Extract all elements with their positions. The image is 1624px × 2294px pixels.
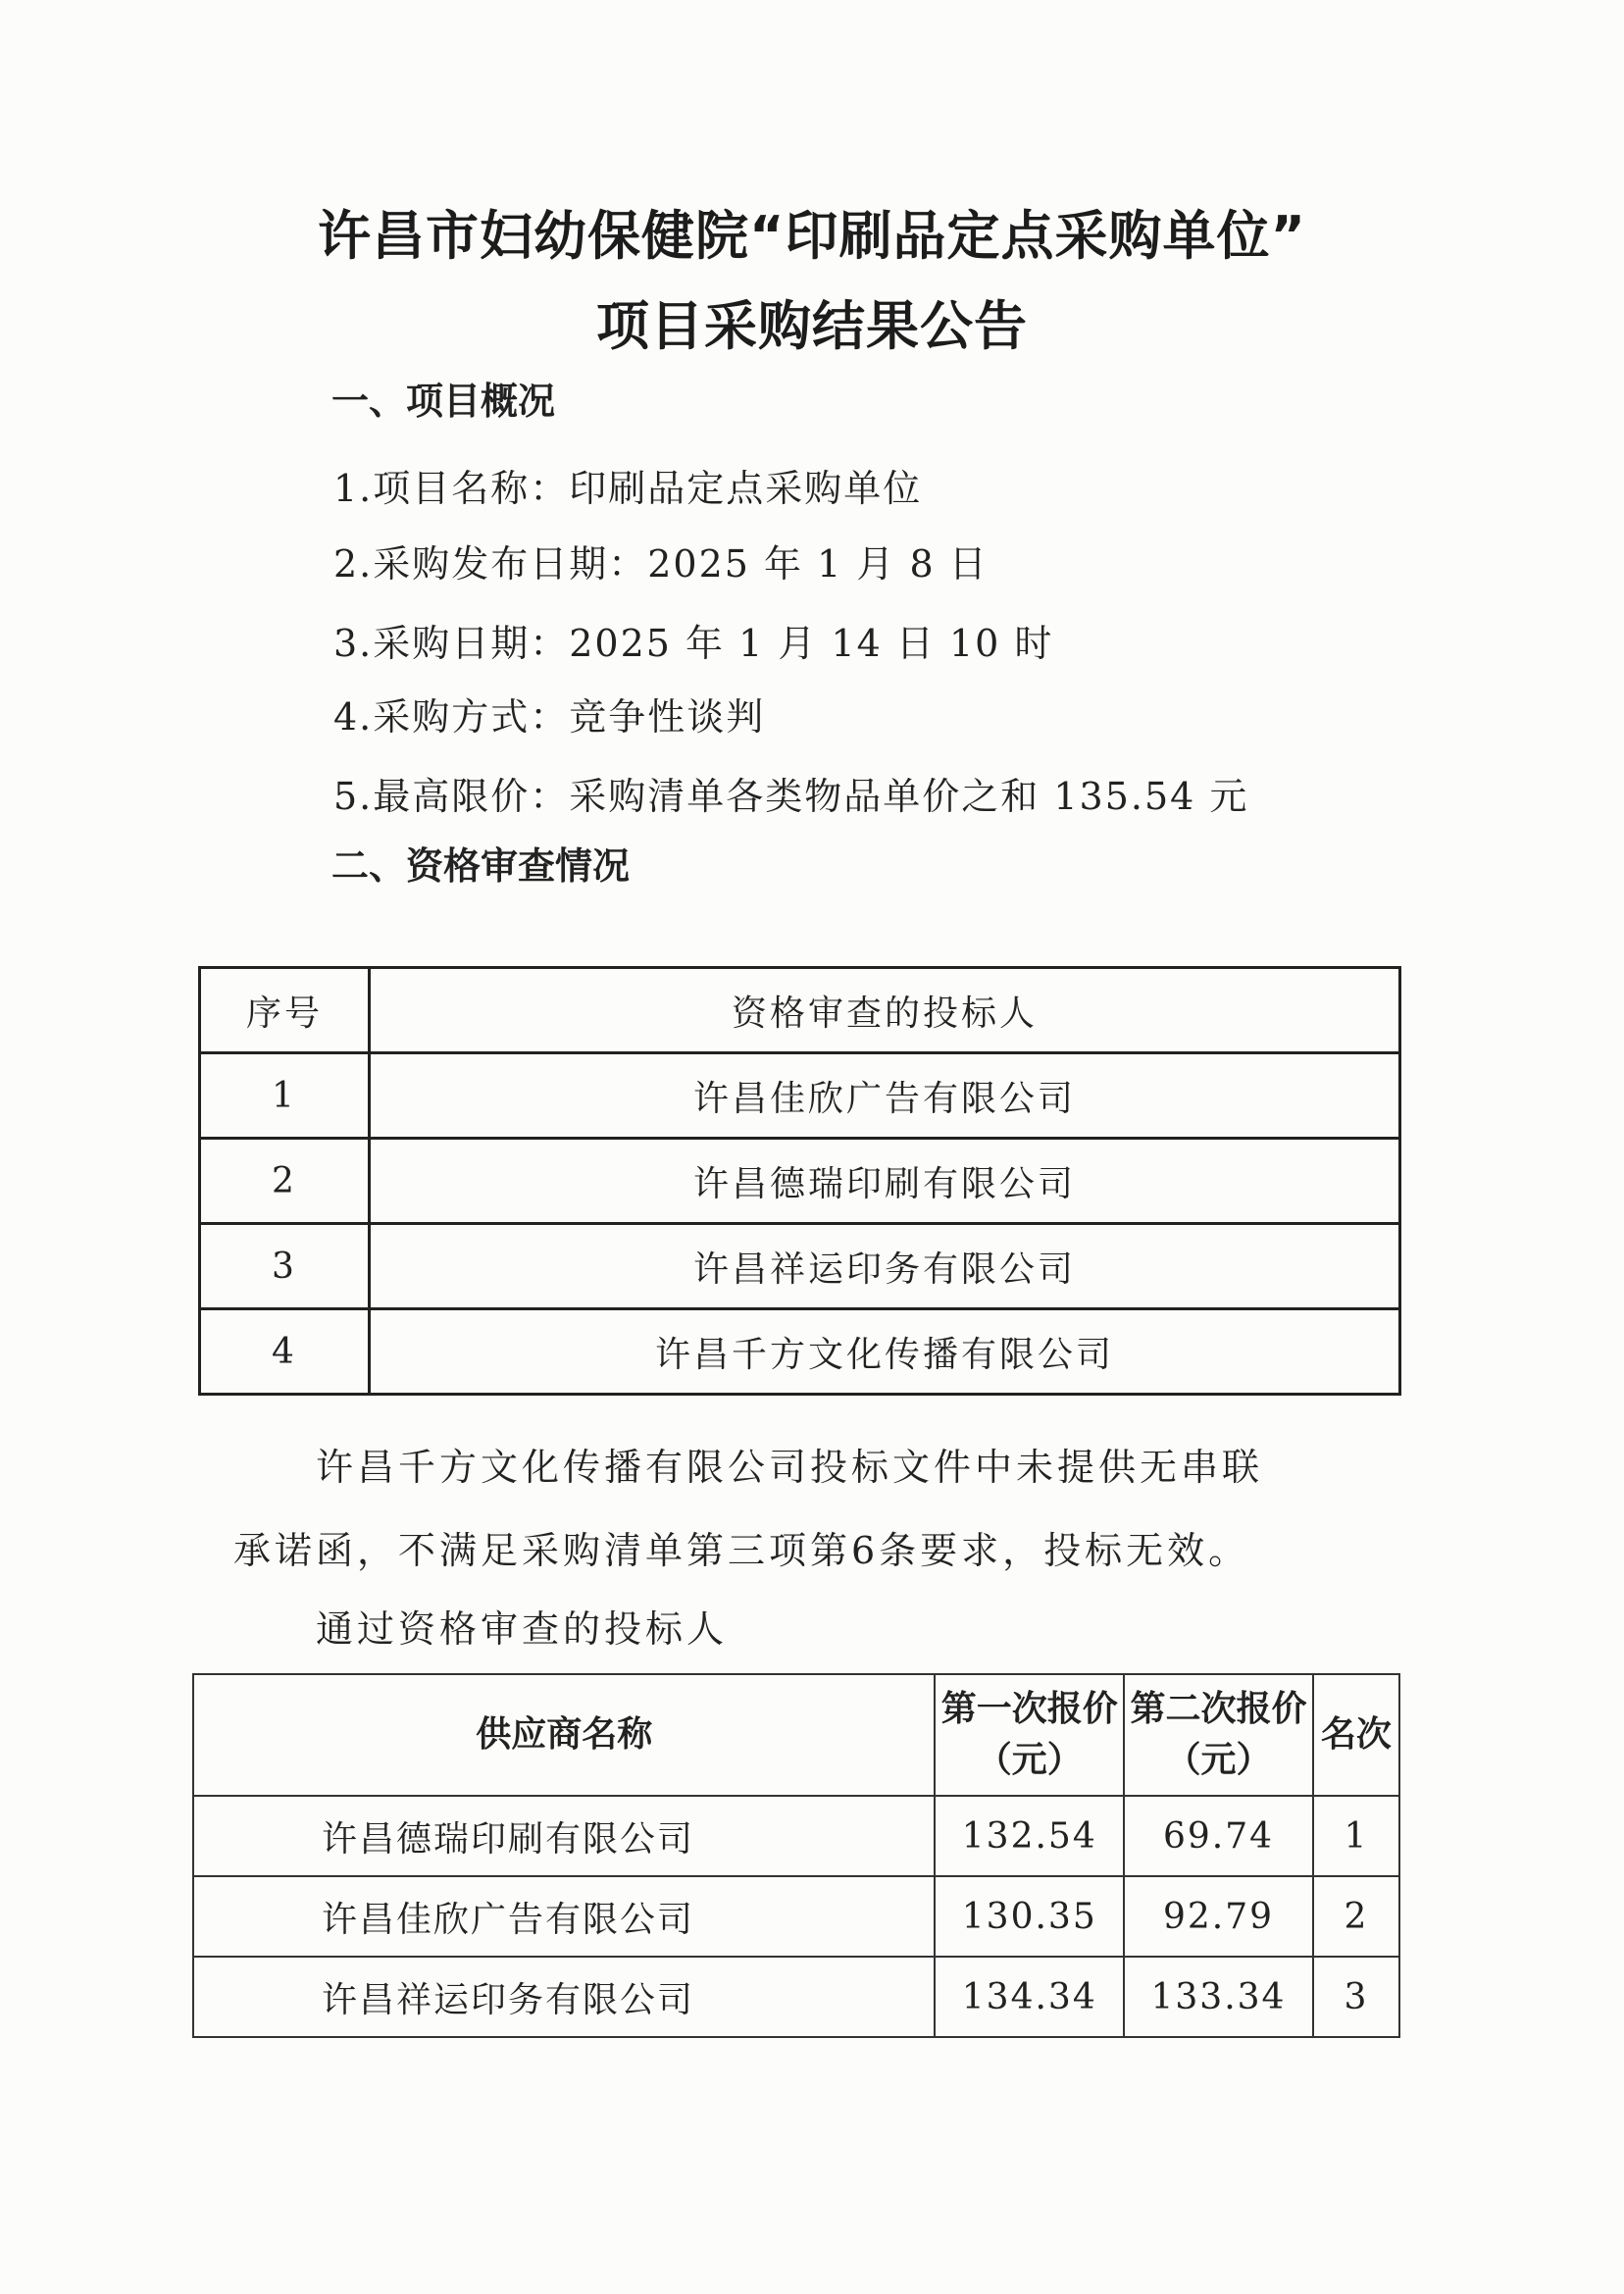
second-quote: 69.74 bbox=[1124, 1796, 1313, 1876]
first-quote: 132.54 bbox=[935, 1796, 1124, 1876]
second-quote: 133.34 bbox=[1124, 1957, 1313, 2037]
invalid-bid-note-line2: 承诺函，不满足采购清单第三项第6条要求，投标无效。 bbox=[233, 1529, 1250, 1572]
rank: 1 bbox=[1313, 1796, 1399, 1876]
passed-bidders-label: 通过资格审查的投标人 bbox=[316, 1607, 729, 1651]
item-project-name: 1.项目名称：印刷品定点采购单位 bbox=[333, 467, 923, 510]
result-table bbox=[192, 1673, 1400, 2038]
section2-heading: 二、资格审查情况 bbox=[331, 844, 631, 888]
item-procurement-date: 3.采购日期：2025 年 1 月 14 日 10 时 bbox=[333, 622, 1054, 665]
row-index: 4 bbox=[200, 1309, 370, 1395]
table-row bbox=[200, 1139, 1400, 1224]
item-procurement-method: 4.采购方式：竞争性谈判 bbox=[333, 695, 766, 739]
table-row bbox=[193, 1957, 1399, 2037]
item-max-price: 5.最高限价：采购清单各类物品单价之和 135.54 元 bbox=[333, 775, 1249, 818]
first-quote: 130.35 bbox=[935, 1876, 1124, 1957]
bidder-name: 许昌佳欣广告有限公司 bbox=[370, 1053, 1400, 1139]
table-header-row bbox=[200, 968, 1400, 1053]
column-header-supplier: 供应商名称 bbox=[193, 1674, 935, 1796]
column-header-index: 序号 bbox=[200, 968, 370, 1053]
document-title-line1: 许昌市妇幼保健院“印刷品定点采购单位” bbox=[318, 205, 1306, 267]
section1-heading: 一、项目概况 bbox=[331, 380, 556, 423]
document-title-line2: 项目采购结果公告 bbox=[596, 295, 1028, 357]
table-row bbox=[200, 1224, 1400, 1309]
qualification-table bbox=[198, 966, 1401, 1396]
table-row bbox=[193, 1796, 1399, 1876]
rank: 2 bbox=[1313, 1876, 1399, 1957]
table-header-row bbox=[193, 1674, 1399, 1796]
supplier-name: 许昌佳欣广告有限公司 bbox=[193, 1876, 935, 1957]
column-header-bidder: 资格审查的投标人 bbox=[370, 968, 1400, 1053]
column-header-second-quote: 第二次报价（元） bbox=[1124, 1674, 1313, 1796]
first-quote: 134.34 bbox=[935, 1957, 1124, 2037]
supplier-name: 许昌德瑞印刷有限公司 bbox=[193, 1796, 935, 1876]
bidder-name: 许昌千方文化传播有限公司 bbox=[370, 1309, 1400, 1395]
second-quote: 92.79 bbox=[1124, 1876, 1313, 1957]
row-index: 3 bbox=[200, 1224, 370, 1309]
rank: 3 bbox=[1313, 1957, 1399, 2037]
column-header-first-quote: 第一次报价（元） bbox=[935, 1674, 1124, 1796]
table-row bbox=[200, 1309, 1400, 1395]
row-index: 1 bbox=[200, 1053, 370, 1139]
row-index: 2 bbox=[200, 1139, 370, 1224]
bidder-name: 许昌祥运印务有限公司 bbox=[370, 1224, 1400, 1309]
item-publish-date: 2.采购发布日期：2025 年 1 月 8 日 bbox=[333, 542, 989, 586]
table-row bbox=[200, 1053, 1400, 1139]
column-header-rank: 名次 bbox=[1313, 1674, 1399, 1796]
invalid-bid-note-line1: 许昌千方文化传播有限公司投标文件中未提供无串联 bbox=[316, 1446, 1264, 1489]
bidder-name: 许昌德瑞印刷有限公司 bbox=[370, 1139, 1400, 1224]
table-row bbox=[193, 1876, 1399, 1957]
supplier-name: 许昌祥运印务有限公司 bbox=[193, 1957, 935, 2037]
